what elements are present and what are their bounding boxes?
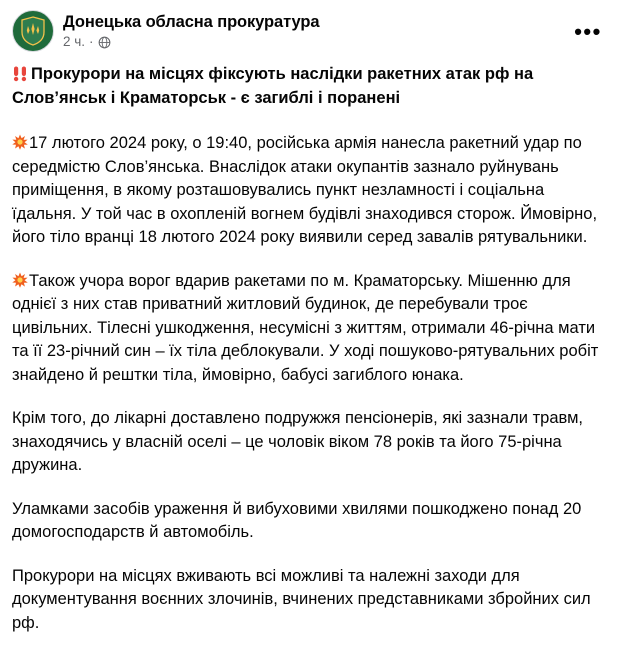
more-options-button[interactable]	[572, 16, 604, 48]
prosecutor-emblem-icon	[20, 16, 46, 46]
more-options-icon: •••	[574, 19, 602, 44]
page-name[interactable]: Донецька обласна прокуратура	[63, 12, 320, 31]
paragraph-text: Прокурори на місцях фіксують наслідки ракетних атак рф на Слов’янськ і Краматорськ - є загиблі і поранені	[12, 65, 534, 107]
post-body	[12, 56, 606, 635]
paragraph-text: Уламками засобів ураження й вибуховими хвилями пошкоджено понад 20 домогосподарств й автомобіль.	[12, 499, 582, 541]
collision-icon	[12, 134, 28, 150]
collision-icon	[12, 272, 28, 288]
post-header-text	[63, 10, 319, 52]
post-timestamp[interactable]: 2 ч.	[63, 33, 86, 49]
post-header	[12, 10, 606, 56]
avatar[interactable]	[12, 10, 54, 52]
post-paragraph	[12, 407, 606, 478]
paragraph-text: Прокурори на місцях вживають всі можливі та належні заходи для документування воєнних злочинів, вчинених представниками збройних сил рф.	[12, 566, 591, 632]
meta-separator: ·	[89, 33, 94, 49]
post-paragraph	[12, 132, 606, 250]
post-paragraph	[12, 498, 606, 545]
globe-icon	[98, 36, 111, 49]
post-paragraph	[12, 62, 606, 110]
paragraph-text: Крім того, до лікарні доставлено подружжя пенсіонерів, які зазнали травм, знаходячись у власній оселі – це чоловік віком 78 років та його 75-річна дружина.	[12, 409, 584, 474]
paragraph-text: Також учора ворог вдарив ракетами по м. Краматорську. Мішенню для однієї з них став приватний житловий будинок, де перебували троє цивільних. Тілесні ушкодження, несумісні з життям, отримали 46-річна мати та її 23-річний син – їх тіла деблокували. У ході пошуково-рятувальних робіт знайдено й рештки тіла, ймовірно, бабусі загиблого юнака.	[12, 271, 599, 384]
post-paragraph	[12, 565, 606, 636]
double-exclamation-icon	[12, 65, 29, 82]
paragraph-text: 17 лютого 2024 року, о 19:40, російська армія нанесла ракетний удар по середмістю Слов’янська. Внаслідок атаки окупантів зазнало руйнувань приміщення, в якому розташовувались пункт незламності і соціальна їдальня. У той час в охопленій вогнем будівлі знаходився сторож. Ймовірно, його тіло вранці 18 лютого 2024 року виявили серед завалів рятувальники.	[12, 134, 598, 246]
post-meta	[63, 34, 319, 50]
post-paragraph	[12, 270, 606, 388]
